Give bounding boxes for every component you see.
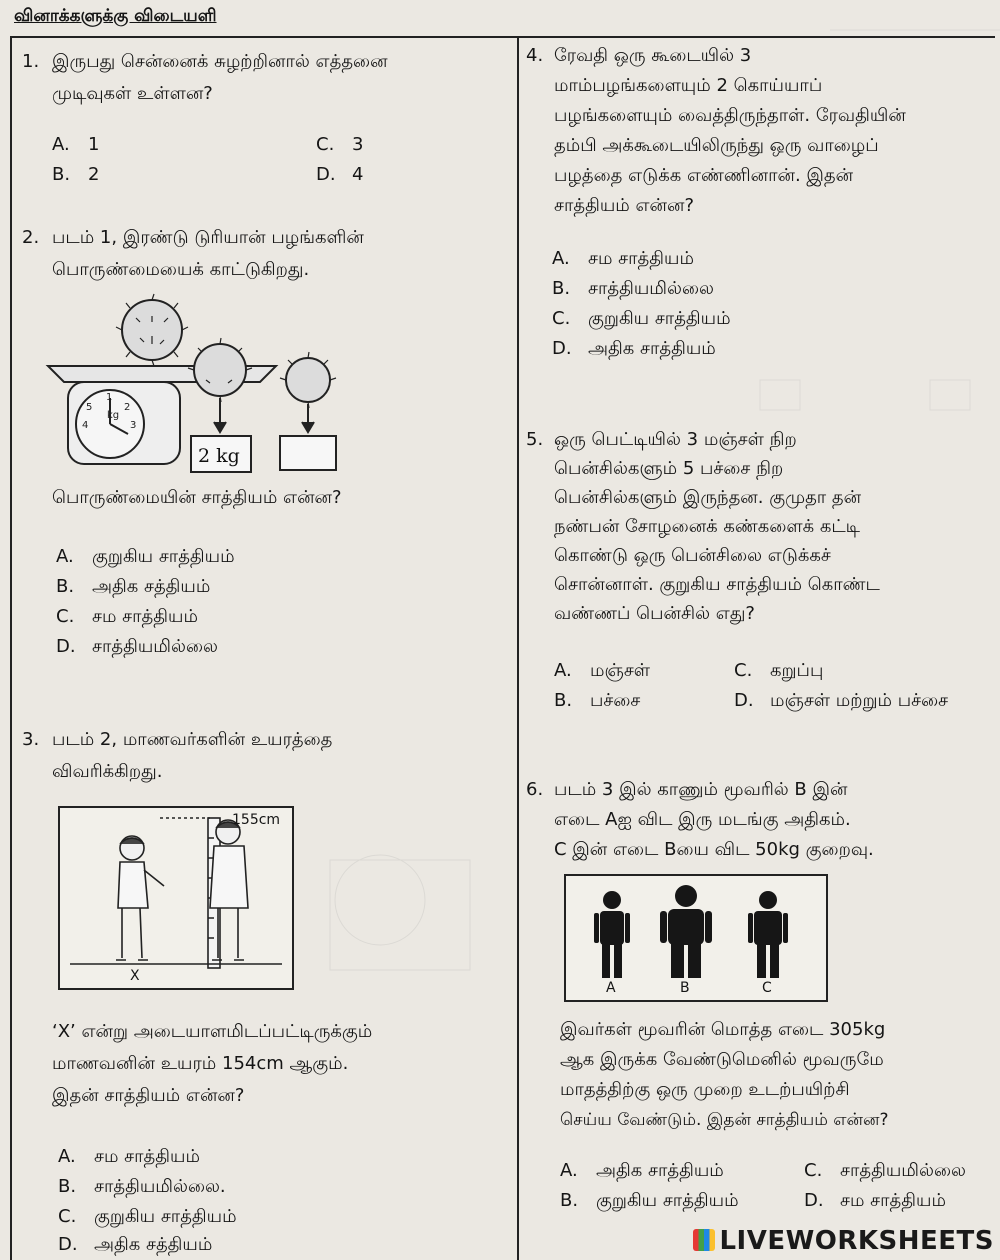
q2-option-a[interactable] — [56, 546, 235, 569]
option-text: அதிக சத்தியம் — [92, 576, 211, 597]
question-text-line: ஒரு பெட்டியில் 3 மஞ்சள் நிற — [554, 429, 797, 450]
question-3-body — [52, 1016, 512, 1116]
option-letter: D. — [734, 690, 754, 711]
option-letter: B. — [554, 690, 573, 711]
option-text: அதிக சாத்தியம் — [596, 1160, 724, 1181]
question-number: 1. — [22, 51, 40, 72]
question-text-line: வண்ணப் பென்சில் எது? — [554, 603, 755, 624]
question-text-line: இவர்கள் மூவரின் மொத்த எடை 305kg — [560, 1019, 886, 1040]
question-2 — [18, 222, 508, 292]
person-b-label: B — [680, 980, 690, 996]
q1-option-b[interactable] — [52, 164, 99, 185]
q5-option-c[interactable] — [734, 660, 823, 683]
person-a-label: A — [606, 980, 616, 996]
student-x-icon — [116, 836, 164, 960]
question-text-line: விவரிக்கிறது. — [52, 761, 163, 782]
person-c-icon — [748, 891, 788, 978]
option-letter: B. — [58, 1176, 77, 1197]
option-letter: A. — [560, 1160, 578, 1181]
option-letter: A. — [552, 248, 570, 269]
option-letter: A. — [554, 660, 572, 681]
question-text-line: படம் 3 இல் காணும் மூவரில் B இன் — [554, 779, 848, 800]
q6-option-a[interactable] — [560, 1160, 724, 1183]
option-letter: B. — [52, 164, 71, 185]
question-2-prompt — [52, 482, 502, 514]
scale-unit-label: kg — [107, 410, 120, 421]
durian-2kg-icon — [188, 338, 252, 402]
q6-option-b[interactable] — [560, 1190, 739, 1213]
option-letter: C. — [734, 660, 753, 681]
option-letter: A. — [58, 1146, 76, 1167]
students-illustration — [60, 808, 292, 988]
liveworksheets-logo — [693, 1226, 994, 1256]
question-number: 5. — [526, 429, 544, 450]
question-text-line: முடிவுகள் உள்ளன? — [52, 83, 213, 104]
student-x-label: X — [130, 968, 140, 984]
question-text-line: ஆக இருக்க வேண்டுமெனில் மூவருமே — [560, 1049, 884, 1070]
question-text-line: பொருண்மையின் சாத்தியம் என்ன? — [52, 487, 342, 508]
q1-option-c[interactable] — [316, 134, 363, 155]
question-6-body — [560, 1014, 1000, 1144]
question-text-line: செய்ய வேண்டும். இதன் சாத்தியம் என்ன? — [560, 1110, 889, 1130]
figure-1-scale — [40, 288, 370, 478]
q5-option-b[interactable] — [554, 690, 640, 713]
option-text: குறுகிய சாத்தியம் — [596, 1190, 739, 1211]
q4-option-b[interactable] — [552, 278, 714, 301]
question-text-line: மாம்பழங்களையும் 2 கொய்யாப் — [554, 75, 823, 96]
question-text-line: கொண்டு ஒரு பென்சிலை எடுக்கச் — [554, 545, 831, 566]
question-text-line: எடை Aஐ விட இரு மடங்கு அதிகம். — [554, 809, 851, 830]
durian-unknown-icon — [280, 352, 336, 408]
option-text: குறுகிய சாத்தியம் — [588, 308, 731, 329]
svg-text:3: 3 — [130, 420, 137, 431]
question-text-line: ரேவதி ஒரு கூடையில் 3 — [554, 45, 752, 66]
svg-text:5: 5 — [86, 402, 93, 413]
option-text: 4 — [352, 164, 364, 185]
option-letter: A. — [56, 546, 74, 567]
svg-text:1: 1 — [106, 392, 113, 403]
option-text: குறுகிய சாத்தியம் — [92, 546, 235, 567]
question-text-line: C இன் எடை Bயை விட 50kg குறைவு. — [554, 839, 874, 860]
left-border — [10, 36, 12, 1260]
q1-option-a[interactable] — [52, 134, 99, 155]
q5-option-a[interactable] — [554, 660, 650, 683]
height-label: 155cm — [232, 812, 281, 828]
q3-option-a[interactable] — [58, 1146, 200, 1169]
person-a-icon — [594, 891, 630, 978]
option-text: அதிக சாத்தியம் — [588, 338, 716, 359]
svg-text:4: 4 — [82, 420, 89, 431]
question-number: 4. — [526, 45, 544, 66]
question-text-line: பொருண்மையைக் காட்டுகிறது. — [52, 259, 310, 280]
option-text: சம சாத்தியம் — [94, 1146, 200, 1167]
q1-option-d[interactable] — [316, 164, 363, 185]
option-letter: B. — [560, 1190, 579, 1211]
option-text: 1 — [88, 134, 100, 155]
page-title: வினாக்களுக்கு விடையளி — [14, 6, 217, 26]
option-text: சம சாத்தியம் — [588, 248, 694, 269]
option-text: சாத்தியமில்லை — [588, 278, 714, 299]
figure-3-box — [564, 874, 828, 1002]
question-5 — [522, 424, 992, 644]
q3-option-c[interactable] — [58, 1206, 237, 1229]
option-text: சம சாத்தியம் — [92, 606, 198, 627]
option-text: குறுகிய சாத்தியம் — [94, 1206, 237, 1227]
question-text-line: சொன்னாள். குறுகிய சாத்தியம் கொண்ட — [554, 574, 880, 595]
question-number: 3. — [22, 729, 40, 750]
q2-option-c[interactable] — [56, 606, 198, 629]
question-number: 6. — [526, 779, 544, 800]
option-letter: D. — [552, 338, 572, 359]
question-4 — [522, 40, 992, 240]
q4-option-a[interactable] — [552, 248, 694, 271]
question-6 — [522, 774, 992, 874]
top-border — [10, 36, 995, 38]
option-letter: C. — [58, 1206, 77, 1227]
option-text: சம சாத்தியம் — [840, 1190, 946, 1211]
option-letter: C. — [56, 606, 75, 627]
option-letter: C. — [804, 1160, 823, 1181]
person-c-label: C — [762, 980, 772, 996]
question-text-line: பென்சில்களும் இருந்தன. குமுதா தன் — [554, 487, 862, 508]
svg-text:2: 2 — [124, 402, 131, 413]
option-text: பச்சை — [590, 690, 641, 711]
question-text-line: பழத்தை எடுக்க எண்ணினான். இதன் — [554, 165, 854, 186]
question-text-line: படம் 2, மாணவர்களின் உயரத்தை — [52, 729, 333, 750]
option-text: சாத்தியமில்லை. — [94, 1176, 226, 1197]
question-text-line: தம்பி அக்கூடையிலிருந்து ஒரு வாழைப் — [554, 135, 879, 156]
question-text-line: மாணவனின் உயரம் 154cm ஆகும். — [52, 1053, 349, 1074]
q3-option-d[interactable] — [58, 1234, 212, 1257]
option-text: கறுப்பு — [770, 660, 824, 681]
option-letter: B. — [552, 278, 571, 299]
question-text-line: இதன் சாத்தியம் என்ன? — [52, 1085, 245, 1106]
question-text-line: படம் 1, இரண்டு டுரியான் பழங்களின் — [52, 227, 364, 248]
option-text: 3 — [352, 134, 364, 155]
option-text: சாத்தியமில்லை — [92, 636, 218, 657]
option-text: மஞ்சள் — [590, 660, 651, 681]
q3-option-b[interactable] — [58, 1176, 226, 1199]
question-text-line: சாத்தியம் என்ன? — [554, 195, 694, 216]
durian-on-scale-icon — [116, 294, 188, 366]
column-divider — [517, 36, 519, 1260]
figure-2-box — [58, 806, 294, 990]
brand-text: LIVEWORKSHEETS — [719, 1226, 994, 1256]
person-b-icon — [660, 885, 712, 978]
q6-option-c[interactable] — [804, 1160, 966, 1183]
q2-option-d[interactable] — [56, 636, 218, 659]
question-text-line: ‘X’ என்று அடையாளமிடப்பட்டிருக்கும் — [52, 1021, 373, 1042]
q4-option-d[interactable] — [552, 338, 716, 361]
question-text-line: பென்சில்களும் 5 பச்சை நிற — [554, 458, 784, 479]
option-text: சாத்தியமில்லை — [840, 1160, 966, 1181]
question-text-line: பழங்களையும் வைத்திருந்தாள். ரேவதியின் — [554, 105, 906, 126]
option-letter: A. — [52, 134, 70, 155]
option-letter: B. — [56, 576, 75, 597]
option-letter: D. — [56, 636, 76, 657]
question-3 — [18, 724, 508, 794]
q6-option-d[interactable] — [804, 1190, 946, 1213]
q4-option-c[interactable] — [552, 308, 731, 331]
liveworksheets-logo-icon — [693, 1229, 715, 1251]
option-text: 2 — [88, 164, 100, 185]
three-people-figure — [566, 876, 826, 1000]
option-letter: D. — [58, 1234, 78, 1255]
option-text: மஞ்சள் மற்றும் பச்சை — [770, 690, 949, 711]
question-text-line: நண்பன் சோழனைக் கண்களைக் கட்டி — [554, 516, 860, 537]
question-number: 2. — [22, 227, 40, 248]
question-text-line: மாதத்திற்கு ஒரு முறை உடற்பயிற்சி — [560, 1079, 850, 1100]
weight-label: 2 kg — [198, 445, 240, 467]
question-text-line: இருபது சென்னைக் சுழற்றினால் எத்தனை — [52, 51, 388, 72]
option-text: அதிக சத்தியம் — [94, 1234, 213, 1255]
option-letter: D. — [316, 164, 336, 185]
option-letter: C. — [316, 134, 335, 155]
q2-option-b[interactable] — [56, 576, 210, 599]
q5-option-d[interactable] — [734, 690, 948, 713]
option-letter: C. — [552, 308, 571, 329]
option-letter: D. — [804, 1190, 824, 1211]
